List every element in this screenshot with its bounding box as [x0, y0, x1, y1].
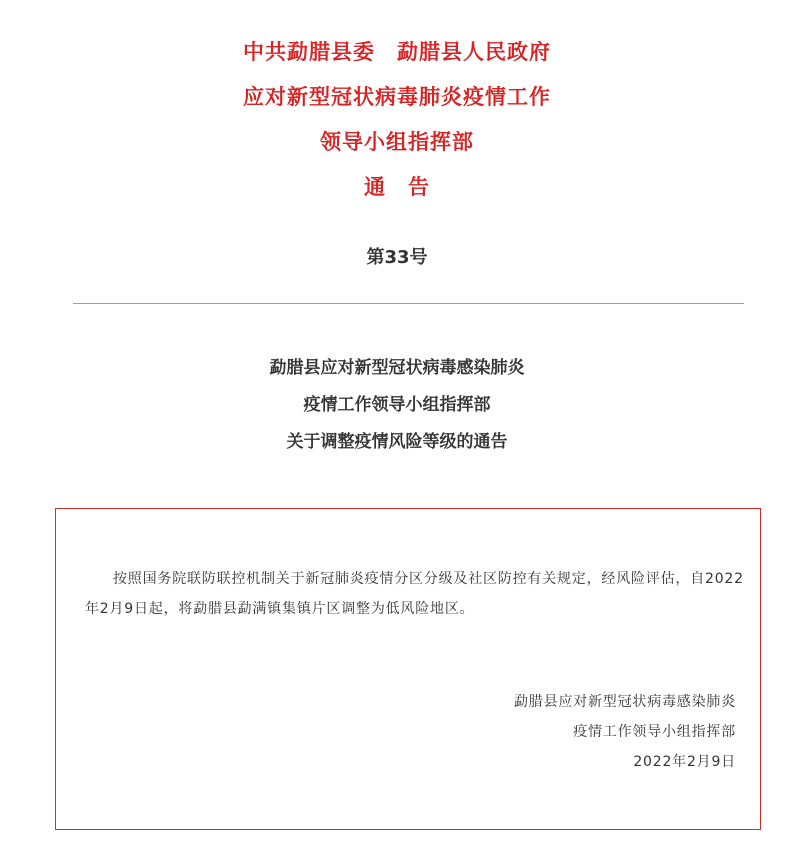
header-line-issuers: 中共勐腊县委 勐腊县人民政府: [243, 40, 551, 64]
header-line-notice-title: 通 告: [364, 175, 430, 199]
signature-line-1: 勐腊县应对新型冠状病毒感染肺炎: [514, 694, 736, 710]
notice-box: [55, 508, 761, 830]
document-header: [0, 30, 794, 210]
subtitle-line-3: 关于调整疫情风险等级的通告: [286, 432, 508, 452]
subtitle-line-1: 勐腊县应对新型冠状病毒感染肺炎: [269, 358, 525, 378]
notice-body-text: 按照国务院联防联控机制关于新冠肺炎疫情分区分级及社区防控有关规定，经风险评估，自2022年2月9日起，将勐腊县勐满镇集镇片区调整为低风险地区。: [85, 571, 744, 617]
header-divider: [73, 303, 744, 304]
header-line-org: 应对新型冠状病毒肺炎疫情工作: [243, 85, 551, 109]
header-line-command: 领导小组指挥部: [320, 130, 474, 154]
notice-subtitle: [0, 350, 794, 461]
notice-signature: [514, 687, 736, 777]
signature-line-2: 疫情工作领导小组指挥部: [573, 724, 736, 740]
signature-date: 2022年2月9日: [633, 754, 736, 770]
document-number: 第33号: [366, 247, 428, 268]
subtitle-line-2: 疫情工作领导小组指挥部: [303, 395, 491, 415]
